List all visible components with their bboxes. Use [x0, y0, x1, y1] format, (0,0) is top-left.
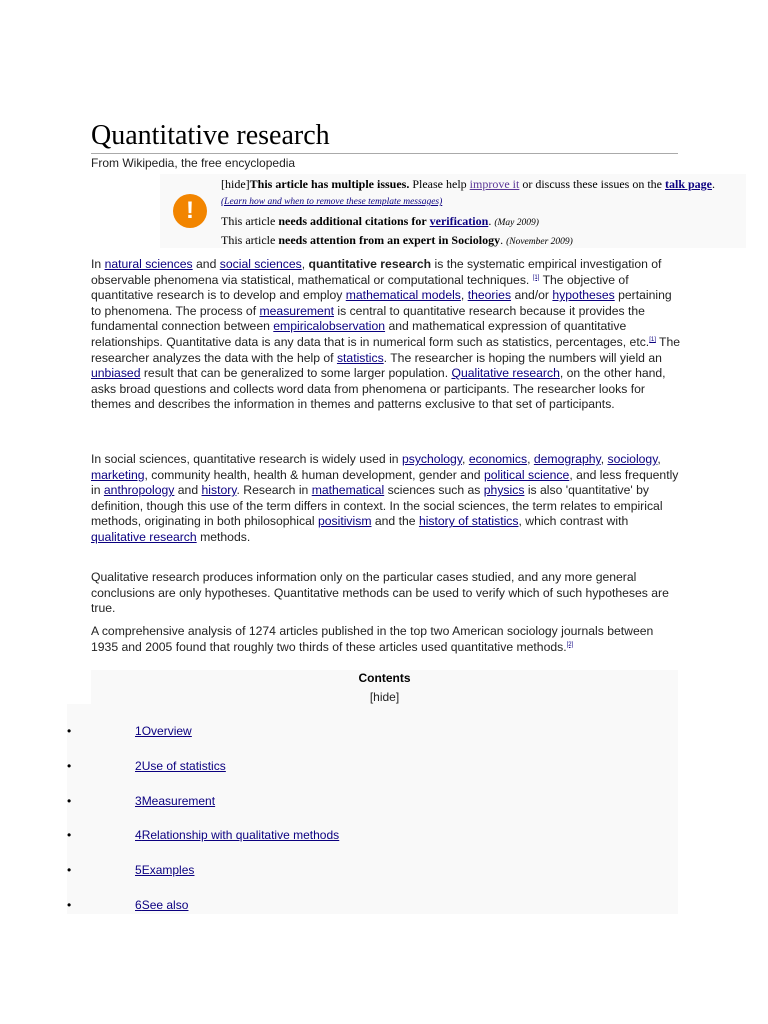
page-title: Quantitative research: [91, 120, 330, 151]
link-sociology[interactable]: sociology: [607, 452, 658, 466]
toc-link-measurement[interactable]: [135, 791, 215, 811]
link-theories[interactable]: theories: [467, 288, 512, 303]
p2-text-1: In social sciences, quantitative research is widely used in: [91, 452, 399, 466]
p2-text-4: . Research in: [236, 483, 309, 498]
toc-label: Overview: [141, 724, 192, 738]
bullet-icon: •: [67, 898, 72, 912]
toc-label: Examples: [141, 863, 195, 877]
p3-text: Qualitative research produces information only on the particular cases studied, and any more general conclusions are only hypotheses. Quantitative methods can be used to verify which of such hypotheses are true.: [91, 570, 669, 616]
toc-title: Contents: [358, 671, 411, 685]
p4-text: A comprehensive analysis of 1274 articles published in the top two American sociology journals between 1935 and 2005 found that roughly two thirds of these articles used quantitative methods.: [91, 624, 654, 654]
talk-page-link[interactable]: [665, 177, 712, 191]
p1-text-7: . The researcher is hoping the numbers will yield an: [383, 350, 662, 365]
paragraph-qualitative: [91, 570, 681, 617]
link-physics[interactable]: physics: [483, 483, 525, 498]
bullet-icon: •: [67, 794, 72, 808]
p2-text-8: , which contrast with: [518, 514, 629, 529]
p1-text-6: The researcher analyzes the data with the help of: [91, 334, 681, 365]
ref-1-link[interactable]: [1]: [532, 274, 540, 281]
toc-link-relationship[interactable]: [135, 825, 339, 845]
link-empirical-observation[interactable]: empiricalobservation: [273, 319, 386, 334]
link-positivism[interactable]: positivism: [317, 514, 372, 529]
link-history[interactable]: history: [201, 483, 237, 498]
link-political-science[interactable]: political science: [483, 467, 570, 482]
link-natural-sciences[interactable]: natural sciences: [104, 257, 193, 271]
issues-please-help: Please help: [412, 177, 467, 191]
p1-text-8: result that can be generalized to some larger population.: [143, 366, 449, 381]
link-social-sciences[interactable]: social sciences: [219, 257, 302, 271]
talk-page-label: talk page: [665, 177, 713, 191]
paragraph-analysis: [91, 624, 681, 655]
paragraph-intro: In natural sciences and social sciences, quantitative research is the systematic empirical investigation of observable phenomena via statistical, mathematical or computational techniques. [1] The objective of quantitative research is to develop and employ mathematical models, theories and/or hypotheses pertaining to phenomena. The process of measurement is central to quantitative research because it provides the fundamental connection between empiricalobservation and mathematical expression of quantitative relationships. Quantitative data is any data that is in numerical form such as statistics, percentages, etc.[1] The researcher analyzes the data with the help of statistics. The researcher is hoping the numbers will yield an unbiased result that can be generalized to some larger population. Qualitative research, on the other hand, asks broad questions and collects word data from phenomena or participants. The researcher looks for themes and describes the information in themes and patterns exclusive to that set of participants.: [91, 257, 681, 412]
toc-link-examples[interactable]: [135, 860, 194, 880]
toc-item[interactable]: [67, 825, 678, 845]
p2-text-6: is also 'quantitative' by definition, though this use of the term differs in context. In the social sciences, the term relates to empirical methods, originating in both philosophical: [91, 483, 663, 529]
p1-text-in: In: [91, 257, 102, 271]
p1-text-3: pertaining to phenomena. The process of: [91, 288, 672, 318]
bold-term: quantitative research: [308, 257, 432, 271]
p2-text-3: , and less frequently in: [91, 467, 679, 498]
link-statistics[interactable]: statistics: [336, 350, 384, 365]
issues-text: [hide]This article has multiple issues. Please help improve it or discuss these issues on the talk page. (Learn how and when to remove these template messages) This article needs additional citations for verification. (May 2009) This article needs attention from an expert in Sociology. (November 2009): [221, 176, 739, 251]
p1-text-2: The objective of quantitative research is to develop and employ: [91, 272, 629, 303]
issues-hide-toggle[interactable]: [hide]: [221, 177, 250, 191]
ref-2-link[interactable]: [2]: [566, 641, 574, 648]
link-qualitative-research-2[interactable]: qualitative research: [91, 529, 197, 544]
link-psychology[interactable]: psychology: [401, 452, 463, 466]
toc-number: 6: [135, 898, 142, 912]
link-anthropology[interactable]: anthropology: [103, 483, 175, 498]
issues-heading: This article has multiple issues.: [249, 177, 410, 191]
p2-text-5: sciences such as: [387, 483, 481, 498]
toc-item[interactable]: [67, 860, 678, 880]
multiple-issues-box: [160, 174, 746, 248]
tagline: From Wikipedia, the free encyclopedia: [91, 156, 296, 170]
issue2-prefix: This article: [221, 233, 276, 247]
toc-number: 1: [135, 724, 142, 738]
bullet-icon: •: [67, 724, 72, 738]
title-divider: [91, 153, 678, 154]
bullet-icon: •: [67, 759, 72, 773]
issue-expert: This article needs attention from an expert in Sociology. (November 2009): [221, 233, 573, 247]
p2-text-7: and the: [374, 514, 416, 529]
toc-item[interactable]: [67, 721, 678, 741]
p1-text-5: and mathematical expression of quantitative relationships. Quantitative data is any data that is in numerical form such as statistics, percentages, etc.: [91, 319, 650, 349]
link-hypotheses[interactable]: hypotheses: [552, 288, 615, 303]
verification-label: verification: [429, 214, 489, 228]
warning-exclamation-icon: !: [173, 194, 207, 228]
toc-label: See also: [141, 898, 189, 912]
issues-or-discuss: or discuss these issues on the: [522, 177, 662, 191]
bullet-icon: •: [67, 828, 72, 842]
p1-text-and-or: and/or: [514, 288, 549, 303]
toc-item[interactable]: [67, 756, 678, 776]
link-mathematical[interactable]: mathematical: [311, 483, 385, 498]
p2-text-2: , community health, health & human development, gender and: [144, 467, 481, 482]
issue2-bold: needs attention from an expert in Sociology: [278, 233, 501, 247]
issue1-prefix: This article: [221, 214, 276, 228]
p1-text-and: and: [196, 257, 217, 271]
p1-text-4: is central to quantitative research because it provides the fundamental connection between: [91, 303, 645, 334]
link-measurement[interactable]: measurement: [259, 303, 334, 318]
link-history-of-statistics[interactable]: history of statistics: [418, 514, 519, 529]
toc-number: 2: [135, 759, 142, 773]
toc-label: Relationship with qualitative methods: [141, 828, 340, 842]
paragraph-social-sciences: In social sciences, quantitative research is widely used in psychology, economics, demography, sociology, marketing, community health, health & human development, gender and political science, and less frequently in anthropology and history. Research in mathematical sciences such as physics is also 'quantitative' by definition, though this use of the term differs in context. In the social sciences, the term relates to empirical methods, originating in both philosophical positivism and the history of statistics, which contrast with qualitative research methods.: [91, 452, 679, 544]
link-qualitative-research[interactable]: Qualitative research: [451, 366, 560, 381]
toc-hide-toggle[interactable]: [hide]: [369, 690, 400, 704]
toc-label: Measurement: [141, 794, 216, 808]
p1-text-9: , on the other hand, asks broad questions and collects word data from phenomena or participants. The researcher looks for themes and describes the information in themes and patterns exclusive to that set of participants.: [91, 366, 666, 412]
toc-item[interactable]: [67, 895, 678, 915]
link-marketing[interactable]: marketing: [91, 467, 145, 482]
toc-link-overview[interactable]: [135, 721, 192, 741]
p1-text-1: is the systematic empirical investigation of observable phenomena via statistical, mathematical or computational techniques.: [91, 257, 662, 287]
toc-number: 4: [135, 828, 142, 842]
p2-text-9: methods.: [200, 529, 251, 544]
toc-number: 5: [135, 863, 142, 877]
issue1-date: (May 2009): [494, 218, 539, 228]
link-unbiased[interactable]: unbiased: [91, 366, 141, 381]
p2-text-and: and: [177, 483, 199, 498]
issue2-date: (November 2009): [506, 237, 573, 247]
issue-citations: This article needs additional citations for verification. (May 2009): [221, 214, 539, 228]
ref-1b-link[interactable]: [1]: [649, 336, 656, 343]
toc-link-see-also[interactable]: [135, 895, 188, 915]
toc-number: 3: [135, 794, 142, 808]
link-economics[interactable]: economics: [468, 452, 528, 466]
bullet-icon: •: [67, 863, 72, 877]
link-mathematical-models[interactable]: mathematical models: [345, 288, 461, 303]
improve-it-link[interactable]: improve it: [469, 177, 520, 191]
verification-link[interactable]: [430, 214, 489, 228]
issue1-bold: needs additional citations for: [278, 214, 427, 228]
toc-label: Use of statistics: [141, 759, 226, 773]
toc-link-use-of-statistics[interactable]: [135, 756, 226, 776]
toc-item[interactable]: [67, 791, 678, 811]
link-demography[interactable]: demography: [533, 452, 601, 466]
learn-how-link[interactable]: (Learn how and when to remove these template messages): [221, 197, 443, 207]
